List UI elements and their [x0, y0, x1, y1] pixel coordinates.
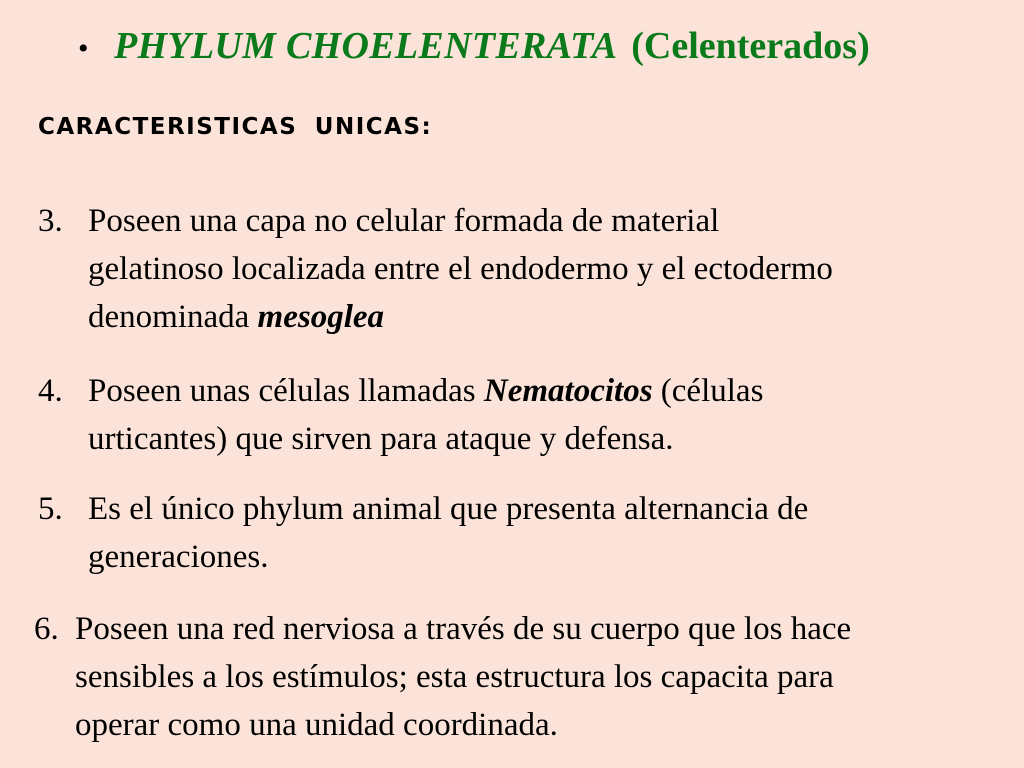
item-line: Poseen una capa no celular formada de material — [88, 203, 720, 239]
item-line — [88, 293, 833, 341]
item-text: (células — [652, 373, 764, 409]
item-text: denominada — [88, 299, 258, 335]
term-emphasis: mesoglea — [257, 299, 385, 335]
list-item — [38, 367, 763, 463]
item-line: Poseen una red nerviosa a través de su cuerpo que los hace — [75, 611, 852, 647]
bullet-icon: • — [78, 32, 89, 65]
item-body — [88, 485, 808, 581]
item-body — [88, 367, 763, 463]
item-line: operar como una unidad coordinada. — [75, 707, 558, 743]
item-body — [75, 605, 851, 749]
item-number: 3. — [38, 203, 63, 239]
item-line: gelatinoso localizada entre el endodermo y el ectodermo — [88, 251, 833, 287]
item-line: Es el único phylum animal que presenta alternancia de — [88, 491, 809, 527]
title-parenthetical: (Celenterados) — [631, 25, 870, 67]
item-number: 5. — [38, 491, 63, 527]
list-item — [38, 485, 808, 581]
item-body — [88, 197, 833, 341]
item-text: Poseen unas células llamadas — [88, 373, 484, 409]
item-line — [88, 367, 763, 415]
item-number: 4. — [38, 373, 63, 409]
term-emphasis: Nematocitos — [483, 373, 653, 409]
item-line: generaciones. — [88, 539, 269, 575]
title-main: PHYLUM CHOELENTERATA — [114, 25, 618, 67]
list-item — [38, 197, 833, 341]
item-line: sensibles a los estímulos; esta estructura los capacita para — [75, 659, 834, 695]
item-line: urticantes) que sirven para ataque y defensa. — [88, 421, 674, 457]
slide-title — [78, 22, 870, 73]
list-item — [34, 605, 851, 749]
section-heading: CARACTERISTICAS UNICAS: — [38, 114, 433, 140]
item-number: 6. — [34, 611, 59, 647]
